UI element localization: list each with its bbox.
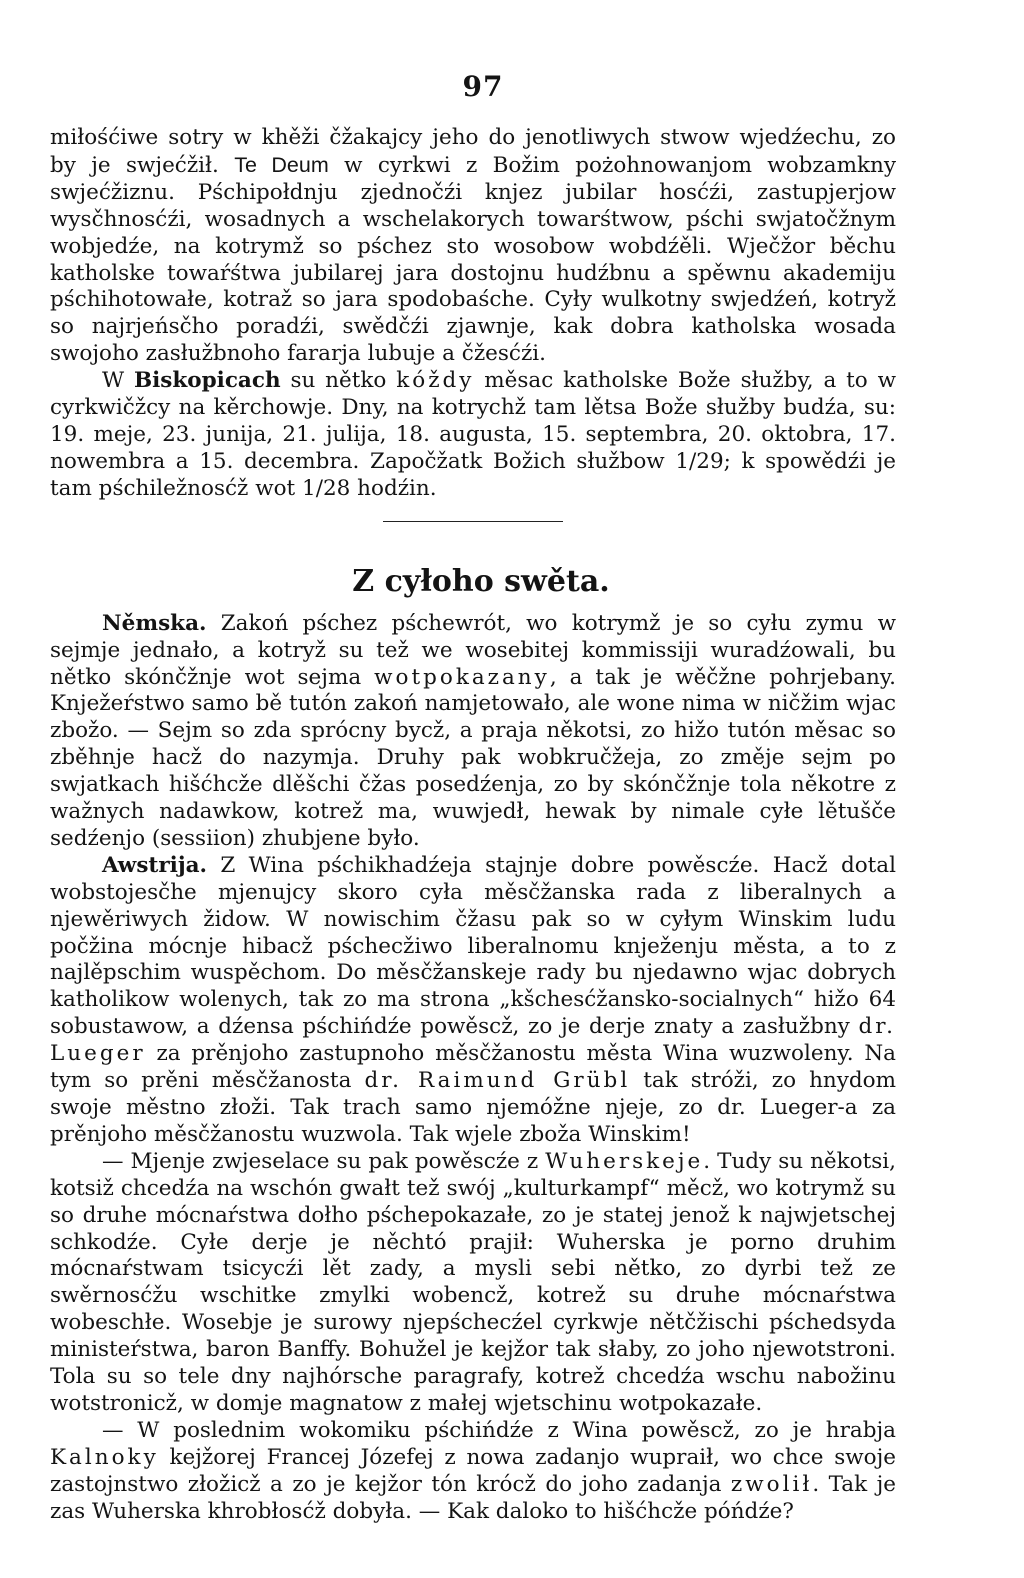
fraction-half-nine: 1/2 [675, 448, 710, 474]
paragraph-jubilee-text-b: w cyrkwi z Božim pożohnowanjom wobzamkny swjećžiznu. Pśchipołdnju zjednočźi knjez jubilar hosćźi, zastupjerjow wysčhnosćźi, wosadnych a wschelakorych towarśtwow, pśchi swjatočžnym wobjedźe, na kotrymž so pśchez sto wosobow wobdźěli. Wječžor běchu katholske towaŕśtwa jubilarej jara dostojnu hudźbnu a spěwnu akademiju pśchihotowałe, kotraž so jara spodobaśche. Cyły wulkotny swjedźeń, kotryž so najrjeńsčho poradźi, swědčźi zjawnje, kak dobra katholska wosada swojoho zasłužbnoho fararja lubuje a čžesćźi. [50, 152, 896, 367]
paragraph-kalnoky [50, 1418, 896, 1526]
page-number: 97 [462, 70, 504, 103]
paragraph-wuherska-text-b: . Tudy su někotsi, kotsiž chcedźa na wschón gwałt tež swój „kulturkampf“ měcž, wo kotrymž su so druhe mócnaŕstwa dołho pśchepokazałe, zo je statej jenož k najwjetschej schkodźe. Cyłe derje je něchtó prajił: Wuherska je porno druhim mócnaŕstwam tsicycźi lět zady, a mysli sebi nětko, zo dyrbi tež ze swěrnosćžu wschitke zmylki wobencž, kotrež su druhe mócnaŕstwa wobeschłe. Wosebje je surowy njepśchecźel cyrkwje nětčžischi pśchedsyda ministeŕstwa, baron Banffy. Bohužel je kejžor tak słaby, zo joho njewotstroni. Tola su so tele dny najhórsche paragrafy, kotrež chcedźa wschu nabožinu wotstronicž, w domje magnatow z małej wjetschinu wotpokazałe. [50, 1148, 897, 1416]
paragraph-biskopicy-text-e: 8 hodźin. [336, 475, 437, 501]
country-wuherska: Wuherskeje [545, 1148, 704, 1174]
paragraph-biskopicy-text-a: W [102, 368, 134, 394]
paragraph-wuherska [50, 1149, 896, 1418]
paragraph-kalnoky-text-b: kejžorej Francej Józefej z nowa zadanjo wupraił, wo chce swoje zastojnstwo złožicž a zo je kejžor tón krócž do joho zadanja [50, 1444, 896, 1497]
paragraph-biskopicy-text-c: měsac katholske Bože słužby, a to w cyrkwičžcy na kěrchowje. Dny, na kotrychž tam lětsa Bože słužby budźa, su: 19. meje, 23. junija, 21. julija, 18. augusta, 15. septembra, 20. oktobra, 17. nowembra a 15. decembra. Započžatk Božich słužbow [50, 368, 896, 474]
paragraph-biskopicy-text-d: 9; k spowědźi je tam pśchiležnosćž wot [50, 448, 896, 501]
paragraph-kalnoky-text-c: . Tak je zas Wuherska khrobłosćž dobyła. — Kak daloko to hišćhcže póńdźe? [50, 1471, 896, 1524]
paragraph-awstrija-text-c: tak stróži, zo hnydom swoje městno złoži. Tak trach samo njemóžne njeje, zo [50, 1068, 897, 1120]
section-heading: Z cyłoho swěta. [352, 563, 610, 599]
section-divider [383, 521, 563, 522]
emphasis-kozdy: kóždy [396, 368, 475, 394]
fraction-half-eight: 1/2 [302, 475, 337, 501]
country-awstrija: Awstrija. [102, 852, 208, 878]
paragraph-nemska [50, 611, 896, 853]
emphasis-zwolil: zwolił [730, 1471, 813, 1497]
country-nemska: Němska. [102, 610, 207, 636]
paragraph-awstrija-text-b: za prěnjoho zastupnoho měsčžanostu města Wina wuzwoleny. Na tym so prěni měsčžanosta [50, 1041, 896, 1094]
te-deum-term: Te Deum [234, 152, 329, 177]
name-lueger: dr. Lueger [50, 1014, 896, 1067]
paragraph-awstrija [50, 853, 896, 1149]
paragraph-nemska-text-a: Zakoń pśchez pśchewrót, wo kotrymž je so cyłu zymu w sejmje jednało, a kotryž su tež we wosebitej kommissiji wuradźowali, bu nětko skónčžnje wot sejma [50, 610, 896, 690]
name-kalnoky: Kalnoky [50, 1444, 159, 1470]
document-page [50, 70, 896, 1526]
paragraph-awstrija-text-a: Z Wina pśchikhadźeja stajnje dobre powěscźe. Hacž dotal wobstojesčhe mjenujcy skoro cyła měsčžanska rada z liberalnych a njewěriwych židow. W nowischim čžasu pak so w cyłym Winskim ludu počžina mócnje hibacž pśchecžiwo liberalnomu knježenju města, a to z najlěpschim wuspěchom. Do měsčžanskeje rady bu njedawno wjac dobrych katholikow wolenych, tak zo ma strona „kšchesćžansko-socialnych“ hižo 64 sobustawow, a dźensa pśchińdźe powěscž, zo je derje znaty a zasłužbny [50, 852, 896, 1040]
paragraph-awstrija-text-d: -a za prěnjoho měsčžanostu wuzwola. Tak wjele zboža Winskim! [50, 1095, 897, 1147]
paragraph-jubilee [50, 125, 896, 368]
paragraph-jubilee-text-a: miłośćiwe sotry w khěži čžakajcy jeho do jenotliwych stwow wjedźechu, zo by je swjećžił. [50, 125, 896, 178]
emphasis-wotpokazany: wotpokazany [374, 664, 550, 690]
name-grubl: dr. Raimund Grübl [364, 1068, 631, 1094]
paragraph-nemska-text-b: , a tak je wěčžne pohrjebany. Knježeŕstwo samo bě tutón zakoń namjetowało, ale wone nima w ničžim wjac zbožo. — Sejm so zda sprócny bycž, a praja někotsi, zo hižo tutón měsac so zběhnje hacž do nazymja. Druhy pak wobkručžeja, zo změje sejm po swjatkach hišćhcže dlěšchi čžas posedźenja, zo by skónčžnje tola někotre z wažnych nadawkow, kotrež ma, wuwjedł, hewak by nimale cyłe lětušče sedźenjo (sessiion) zhubjene było. [50, 664, 897, 851]
place-biskopicy: Biskopicach [133, 368, 281, 394]
paragraph-biskopicy [50, 368, 896, 503]
paragraph-kalnoky-text-a: — W poslednim wokomiku pśchińdźe z Wina powěscž, zo je hrabja [102, 1417, 896, 1443]
paragraph-biskopicy-text-b: su nětko [280, 368, 397, 394]
paragraph-wuherska-text-a: — Mjenje zwjeselace su pak powěscźe z [102, 1148, 546, 1174]
name-lueger-second: dr. Lueger [717, 1095, 838, 1120]
